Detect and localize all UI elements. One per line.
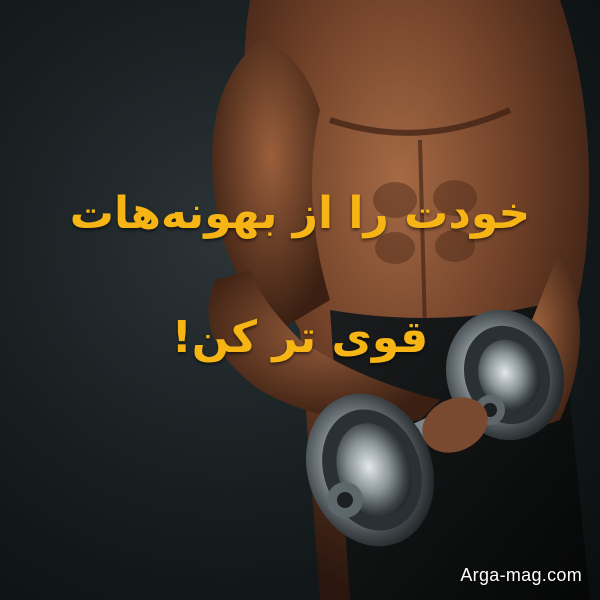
headline-line-2: قوی تر کن! [171, 312, 429, 363]
headline-line-1: خودت را از بهونه‌هات [69, 188, 531, 239]
watermark: Arga-mag.com [460, 565, 582, 585]
